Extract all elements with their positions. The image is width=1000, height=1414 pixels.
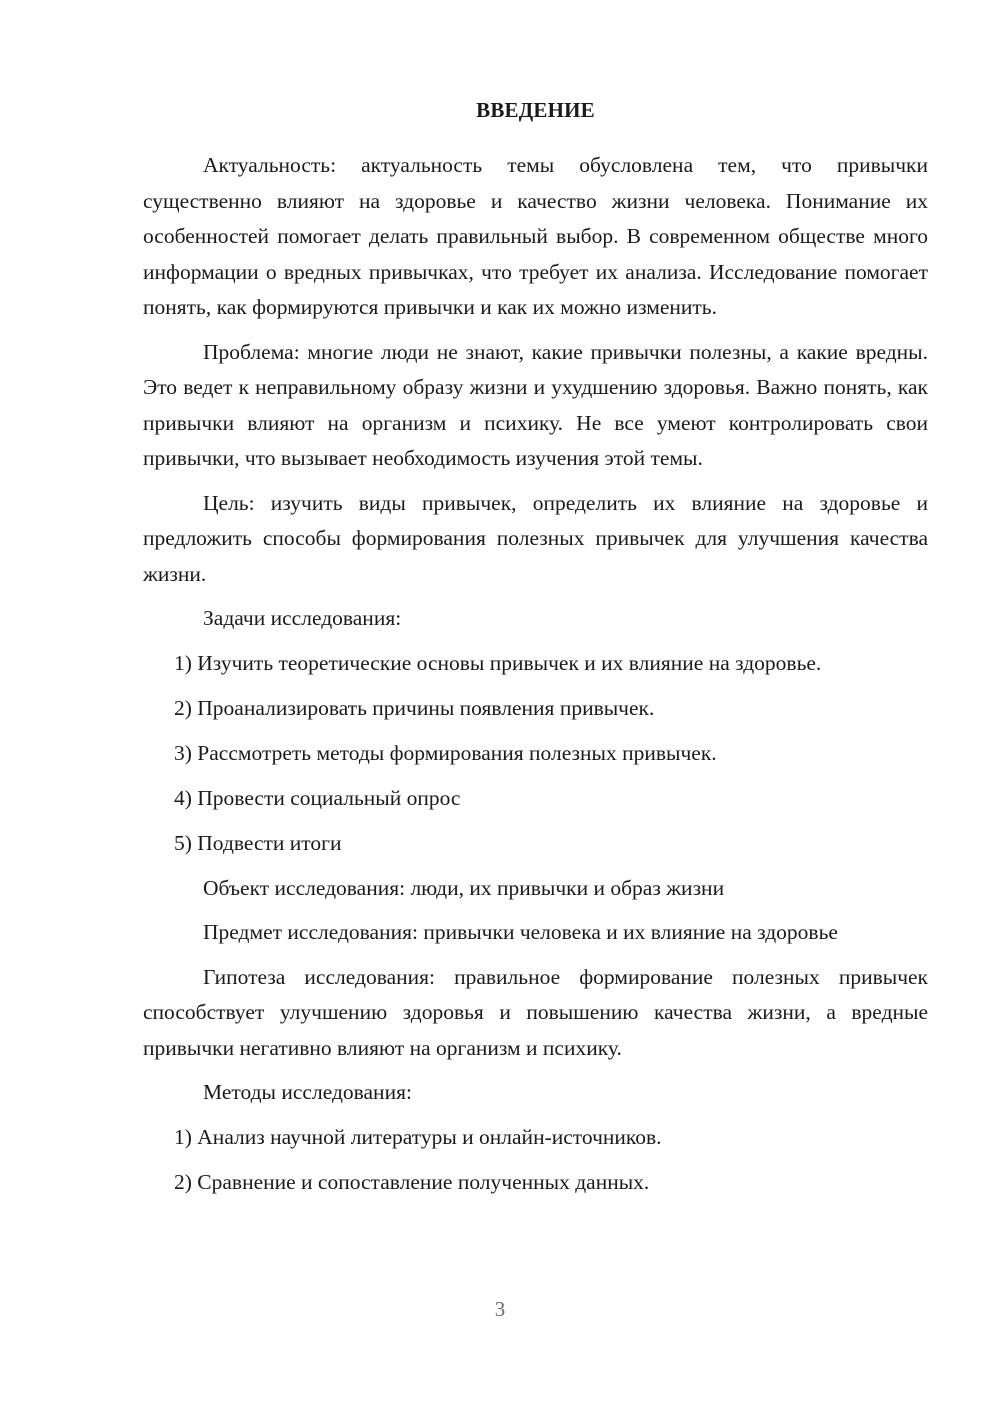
document-page [143,96,928,1210]
goal-paragraph: Цель: изучить виды привычек, определить их влияние на здоровье и предложить способы формирования полезных привычек для улучшения качества жизни. [143,490,928,586]
list-item: 1) Анализ научной литературы и онлайн-источников. [174,1124,662,1149]
list-item: 5) Подвести итоги [174,830,342,855]
list-item: 4) Провести социальный опрос [174,785,461,810]
list-item: 2) Сравнение и сопоставление полученных данных. [174,1169,650,1194]
list-item: 3) Рассмотреть методы формирования полезных привычек. [174,740,717,765]
page-title: ВВЕДЕНИЕ [476,98,595,122]
tasks-list [143,646,928,862]
methods-list [143,1120,928,1201]
subject-paragraph: Предмет исследования: привычки человека и их влияние на здоровье [203,920,838,944]
page-number: 3 [494,1297,506,1321]
list-item: 2) Проанализировать причины появления привычек. [174,695,655,720]
methods-heading: Методы исследования: [203,1080,412,1104]
tasks-heading: Задачи исследования: [203,606,402,630]
relevance-paragraph: Актуальность: актуальность темы обусловлена тем, что привычки существенно влияют на здоровье и качество жизни человека. Понимание их особенностей помогает делать правильный выбор. В современном обществе много информации о вредных привычках, что требует их анализа. Исследование помогает понять, как формируются привычки и как их можно изменить. [143,153,928,319]
list-item: 1) Изучить теоретические основы привычек и их влияние на здоровье. [174,650,822,675]
hypothesis-paragraph: Гипотеза исследования: правильное формирование полезных привычек способствует улучшению здоровья и повышению качества жизни, а вредные привычки негативно влияют на организм и психику. [143,964,928,1060]
problem-paragraph: Проблема: многие люди не знают, какие привычки полезны, а какие вредны. Это ведет к неправильному образу жизни и ухудшению здоровья. Важно понять, как привычки влияют на организм и психику. Не все умеют контролировать свои привычки, что вызывает необходимость изучения этой темы. [143,339,928,470]
object-paragraph: Объект исследования: люди, их привычки и образ жизни [203,875,725,900]
